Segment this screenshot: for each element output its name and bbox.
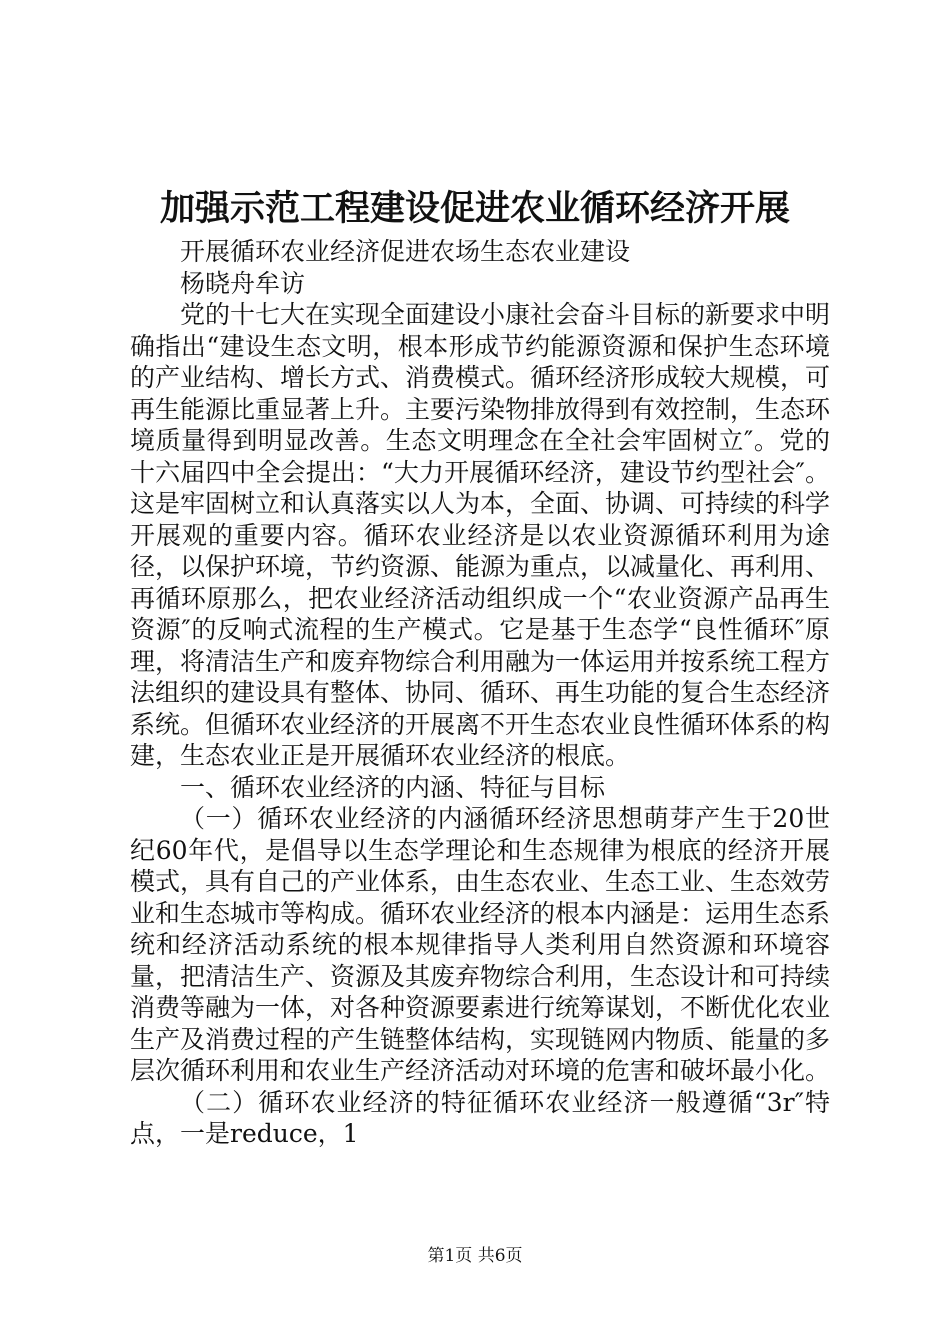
content-paragraph: （一）循环农业经济的内涵循环经济思想萌芽产生于20世纪60年代，是倡导以生态学理论和生态规律为根底的经济开展模式，具有自己的产业体系，由生态农业、生态工业、生态效劳业和生态城市等构成。循环农业经济的根本内涵是：运用生态系统和经济活动系统的根本规律指导人类利用自然资源和环境容量，把清洁生产、资源及其废弃物综合利用，生态设计和可持续消费等融为一体，对各种资源要素进行统筹谋划，不断优化农业生产及消费过程的产生链整体结构，实现链网内物质、能量的多层次循环利用和农业生产经济活动对环境的危害和破坏最小化。 bbox=[130, 804, 831, 1085]
content-paragraph: （二）循环农业经济的特征循环农业经济一般遵循“3r″特点，一是reduce，1 bbox=[130, 1087, 830, 1148]
intro-paragraph: 党的十七大在实现全面建设小康社会奋斗目标的新要求中明确指出“建设生态文明，根本形成节约能源资源和保护生态环境的产业结构、增长方式、消费模式。循环经济形成较大规模，可再生能源比重显著上升。主要污染物排放得到有效控制，生态环境质量得到明显改善。生态文明理念在全社会牢固树立″。党的十六届四中全会提出：“大力开展循环经济，建设节约型社会″。这是牢固树立和认真落实以人为本，全面、协调、可持续的科学开展观的重要内容。循环农业经济是以农业资源循环利用为途径，以保护环境，节约资源、能源为重点，以减量化、再利用、再循环原那么，把农业经济活动组织成一个“农业资源产品再生资源″的反响式流程的生产模式。它是基于生态学“良性循环″原理，将清洁生产和废弃物综合利用融为一体运用并按系统工程方法组织的建设具有整体、协同、循环、再生功能的复合生态经济系统。但循环农业经济的开展离不开生态农业良性循环体系的构建，生态农业正是开展循环农业经济的根底。 bbox=[130, 300, 831, 770]
document-title: 加强示范工程建设促进农业循环经济开展 bbox=[159, 188, 790, 229]
section-heading: 一、循环农业经济的内涵、特征与目标 bbox=[180, 772, 606, 802]
author-paragraph: 杨晓舟牟访 bbox=[180, 268, 306, 298]
subtitle-paragraph: 开展循环农业经济促进农场生态农业建设 bbox=[180, 237, 631, 266]
page-footer: 第1页 共6页 bbox=[427, 1246, 523, 1266]
document-body bbox=[130, 236, 830, 1150]
